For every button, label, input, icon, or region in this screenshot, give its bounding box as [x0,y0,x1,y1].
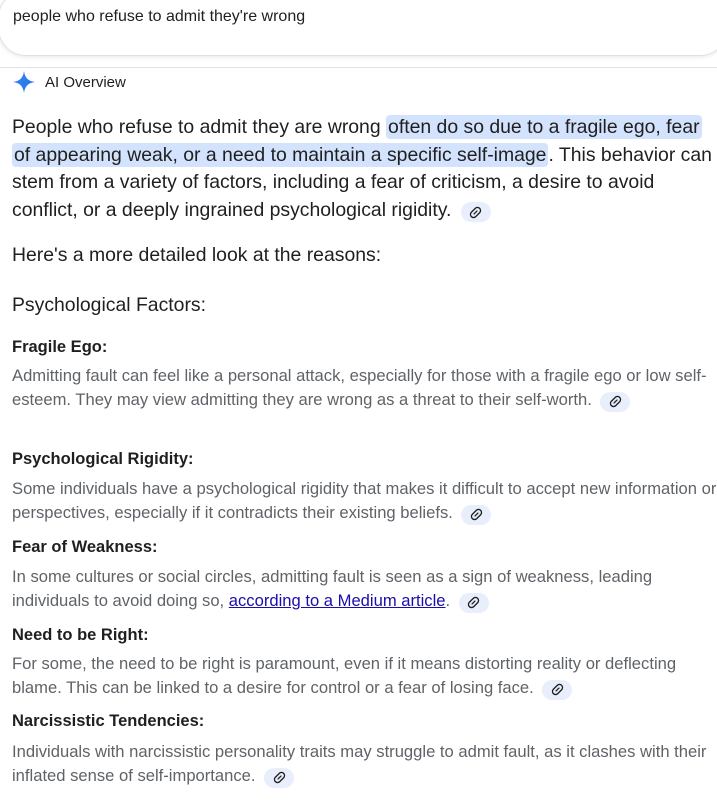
factor-title: Fragile Ego: [12,338,108,356]
factor-title: Fear of Weakness: [12,538,158,556]
citation-link-button[interactable] [461,202,491,222]
citation-link-button[interactable] [459,593,489,613]
factor-title: Narcissistic Tendencies: [12,712,205,730]
factor-text: Some individuals have a psychological rigidity that makes it difficult to accept new information or perspectives, especially if it contradicts their existing beliefs. [12,479,717,522]
summary-suffix: . This behavior can stem from a variety of factors, including a fear of criticism, a desire to avoid conflict, or a deeply ingrained psychological rigidity. [12,143,712,221]
factor-body [12,652,717,700]
ai-overview-label: AI Overview [45,73,126,91]
citation-link-button[interactable] [542,680,572,700]
search-input[interactable]: people who refuse to admit they're wrong [13,8,306,25]
factor-title: Need to be Right: [12,626,149,644]
factor-body [12,477,717,525]
factor-text: Individuals with narcissistic personality traits may struggle to admit fault, as it clashes with their inflated sense of self-importance. [12,742,707,785]
summary-highlight: often do so due to a fragile ego, fear of appearing weak, or a need to maintain a specific self-image [14,116,700,166]
factor-text: Admitting fault can feel like a personal attack, especially for those with a fragile ego or low self-esteem. They may view admitting they are wrong as a threat to their self-worth. [12,366,707,409]
factor-body [12,740,717,788]
factor-body [12,364,717,412]
link-icon [467,596,480,609]
intro-text: Here's a more detailed look at the reasons: [12,244,382,266]
factor-body [12,565,717,613]
factor-text-end: . [445,591,451,610]
citation-link-button[interactable] [600,392,630,412]
summary-prefix: People who refuse to admit they are wrong [12,116,387,138]
section-title: Psychological Factors: [12,294,206,316]
factor-text: In some cultures or social circles, admitting fault is seen as a sign of weakness, leading individuals to avoid doing so, [12,567,653,610]
link-icon [469,206,482,219]
link-icon [273,771,286,784]
citation-link-button[interactable] [264,768,294,788]
sparkle-icon [12,70,36,94]
link-icon [470,508,483,521]
medium-article-link[interactable]: according to a Medium article [228,591,446,610]
link-icon [551,683,564,696]
factor-text: For some, the need to be right is paramount, even if it means distorting reality or deflecting blame. This can be linked to a desire for control or a fear of losing face. [12,654,677,697]
divider [0,67,717,68]
search-bar[interactable] [0,0,717,56]
ai-overview-header [12,69,126,95]
link-icon [609,395,622,408]
factor-title: Psychological Rigidity: [12,450,194,468]
citation-link-button[interactable] [461,505,491,525]
summary-paragraph [12,114,712,224]
